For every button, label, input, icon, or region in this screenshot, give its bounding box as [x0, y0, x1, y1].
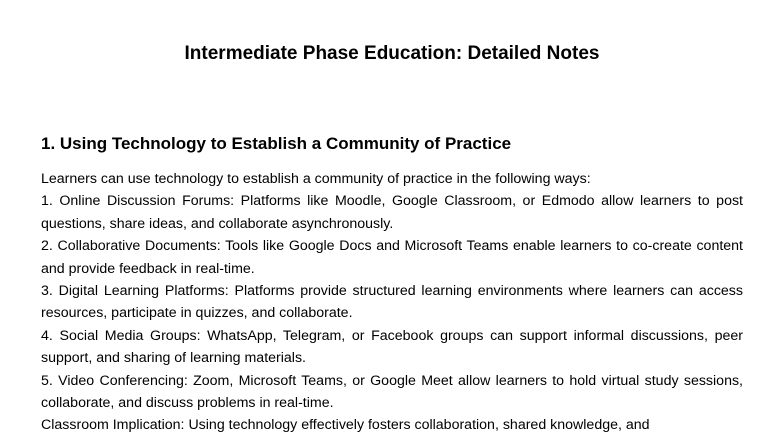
document-title: Intermediate Phase Education: Detailed Notes	[184, 43, 600, 64]
section-heading: 1. Using Technology to Establish a Community of Practice	[41, 134, 512, 153]
list-item-collaborative-documents: 2. Collaborative Documents: Tools like Google Docs and Microsoft Teams enable learners to co-create content and provide feedback in real-time.	[41, 238, 743, 277]
list-item-social-media-groups: 4. Social Media Groups: WhatsApp, Telegram, or Facebook groups can support informal discussions, peer support, and sharing of learning materials.	[41, 327, 743, 367]
section-body	[41, 168, 743, 437]
list-item-digital-platforms: 3. Digital Learning Platforms: Platforms provide structured learning environments where learners can access resources, participate in quizzes, and collaborate.	[41, 283, 743, 322]
list-item-video-conferencing: 5. Video Conferencing: Zoom, Microsoft Teams, or Google Meet allow learners to hold virtual study sessions, collaborate, and discuss problems in real-time.	[41, 372, 743, 412]
classroom-implication-paragraph: Classroom Implication: Using technology effectively fosters collaboration, shared knowledge, and	[41, 417, 650, 434]
intro-paragraph: Learners can use technology to establish a community of practice in the following ways:	[41, 171, 591, 187]
list-item-online-forums: 1. Online Discussion Forums: Platforms like Moodle, Google Classroom, or Edmodo allow learners to post questions, share ideas, and collaborate asynchronously.	[41, 193, 743, 232]
